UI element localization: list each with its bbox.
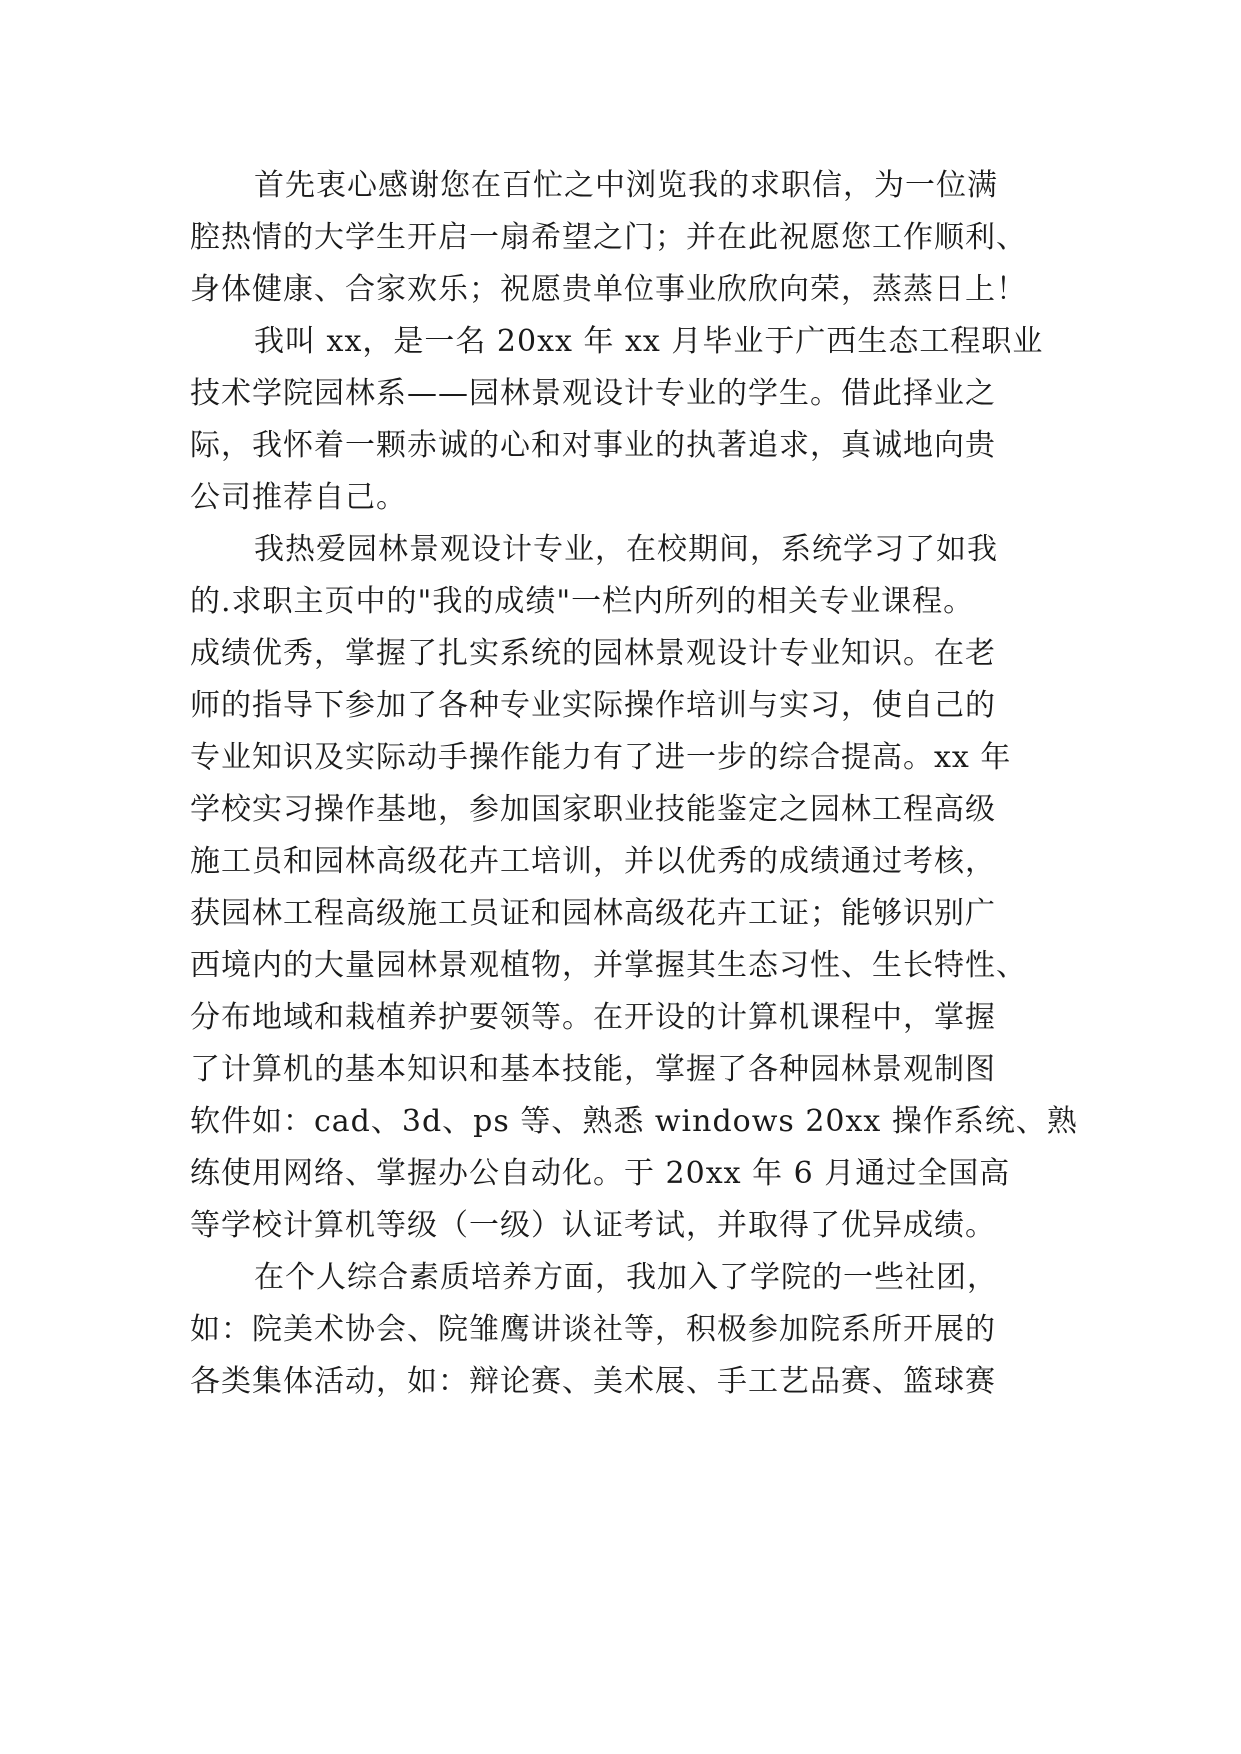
text-line: 各类集体活动，如：辩论赛、美术展、手工艺品赛、篮球赛: [190, 1364, 996, 1399]
text-line: 首先衷心感谢您在百忙之中浏览我的求职信，为一位满: [254, 168, 998, 203]
text-line: 等学校计算机等级（一级）认证考试，并取得了优异成绩。: [190, 1208, 996, 1243]
text-line: 我热爱园林景观设计专业，在校期间，系统学习了如我: [254, 532, 998, 567]
letter-body: [190, 160, 1090, 1408]
text-line: 身体健康、合家欢乐；祝愿贵单位事业欣欣向荣，蒸蒸日上！: [190, 272, 1027, 307]
text-line: 师的指导下参加了各种专业实际操作培训与实习，使自己的: [190, 688, 996, 723]
text-line: 专业知识及实际动手操作能力有了进一步的综合提高。xx 年: [190, 740, 1012, 775]
text-line: 腔热情的大学生开启一扇希望之门；并在此祝愿您工作顺利、: [190, 220, 1027, 255]
text-line: 软件如：cad、3d、ps 等、熟悉 windows 20xx 操作系统、熟: [190, 1104, 1078, 1139]
paragraph-greeting: [190, 160, 1090, 316]
text-line: 在个人综合素质培养方面，我加入了学院的一些社团，: [254, 1260, 998, 1295]
text-line: 公司推荐自己。: [190, 480, 407, 515]
paragraph-education: [190, 524, 1090, 1252]
text-line: 我叫 xx，是一名 20xx 年 xx 月毕业于广西生态工程职业: [254, 324, 1044, 359]
text-line: 的.求职主页中的"我的成绩"一栏内所列的相关专业课程。: [190, 584, 975, 619]
paragraph-activities: [190, 1252, 1090, 1408]
text-line: 获园林工程高级施工员证和园林高级花卉工证；能够识别广: [190, 896, 996, 931]
text-line: 如：院美术协会、院雏鹰讲谈社等，积极参加院系所开展的: [190, 1312, 996, 1347]
text-line: 施工员和园林高级花卉工培训，并以优秀的成绩通过考核，: [190, 844, 996, 879]
text-line: 学校实习操作基地，参加国家职业技能鉴定之园林工程高级: [190, 792, 996, 827]
paragraph-introduction: [190, 316, 1090, 524]
text-line: 技术学院园林系——园林景观设计专业的学生。借此择业之: [190, 376, 996, 411]
text-line: 分布地域和栽植养护要领等。在开设的计算机课程中，掌握: [190, 1000, 996, 1035]
text-line: 练使用网络、掌握办公自动化。于 20xx 年 6 月通过全国高: [190, 1156, 1011, 1191]
text-line: 际，我怀着一颗赤诚的心和对事业的执著追求，真诚地向贵: [190, 428, 996, 463]
text-line: 成绩优秀，掌握了扎实系统的园林景观设计专业知识。在老: [190, 636, 996, 671]
text-line: 西境内的大量园林景观植物，并掌握其生态习性、生长特性、: [190, 948, 1027, 983]
text-line: 了计算机的基本知识和基本技能，掌握了各种园林景观制图: [190, 1052, 996, 1087]
